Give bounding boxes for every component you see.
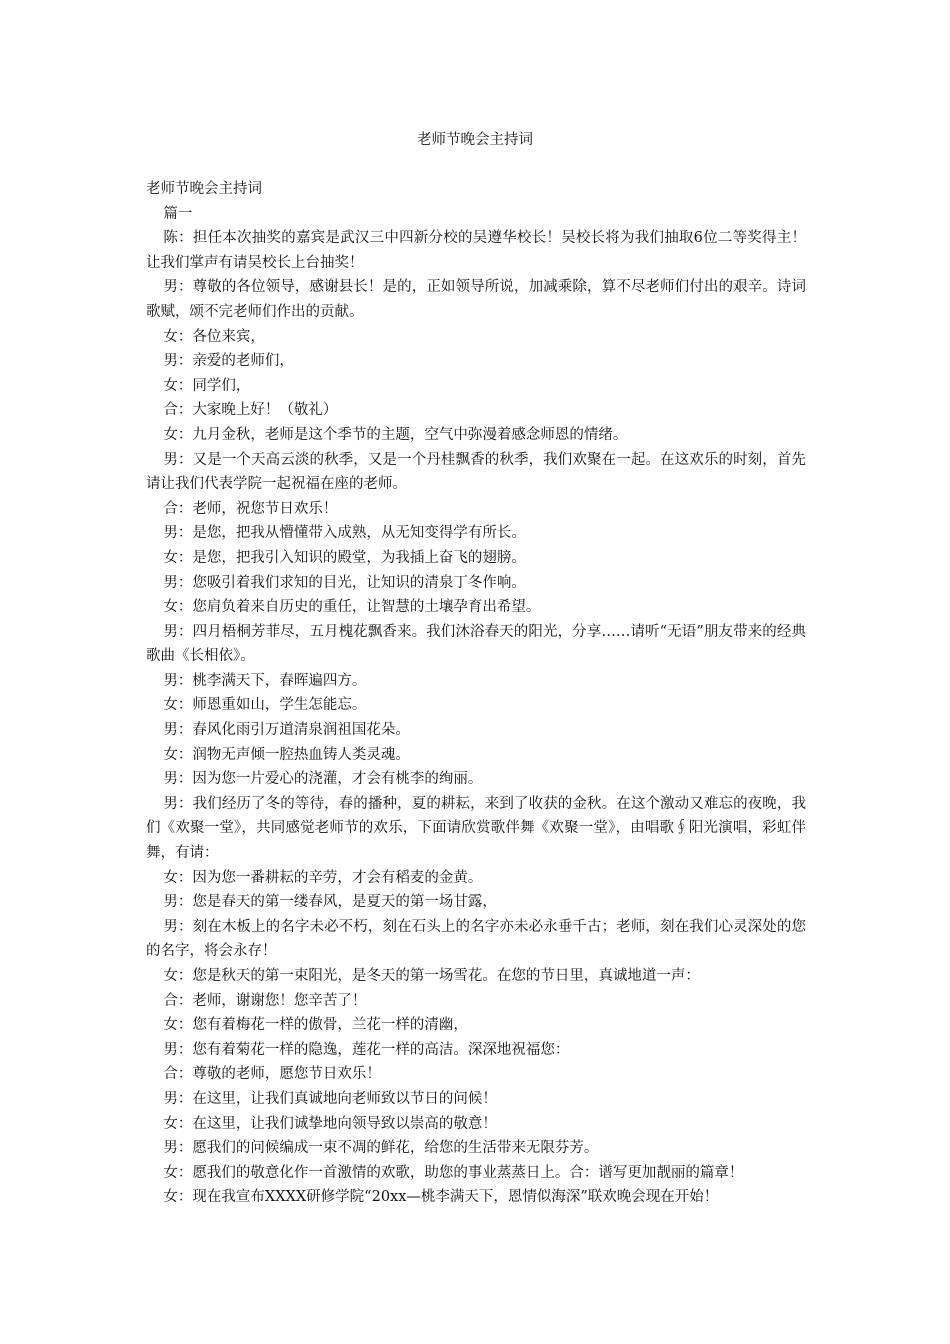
paragraph: 男：您吸引着我们求知的目光，让知识的清泉丁冬作响。 — [163, 574, 526, 591]
paragraph: 女：同学们， — [163, 377, 251, 394]
paragraph: 陈：担任本次抽奖的嘉宾是武汉三中四新分校的吴遵华校长！吴校长将为我们抽取6位二等奖得主！让我们掌声有请吴校长上台抽奖！ — [146, 230, 806, 271]
paragraph: 女：愿我们的敬意化作一首激情的欢歌，助您的事业蒸蒸日上。合：谱写更加靓丽的篇章！ — [163, 1164, 744, 1181]
paragraph: 合：大家晚上好！（敬礼） — [163, 402, 338, 419]
paragraph: 男：您有着菊花一样的隐逸，莲花一样的高洁。深深地祝福您： — [163, 1041, 570, 1058]
paragraph: 女：润物无声倾一腔热血铸人类灵魂。 — [163, 746, 410, 763]
document-body — [146, 177, 806, 1210]
paragraph: 合：老师，谢谢您！您辛苦了！ — [163, 992, 367, 1009]
paragraph: 男：是您，把我从懵懂带入成熟，从无知变得学有所长。 — [163, 525, 526, 542]
document-title: 老师节晚会主持词 — [417, 132, 533, 148]
paragraph: 男：尊敬的各位领导，感谢县长！是的，正如领导所说，加减乘除，算不尽老师们付出的艰辛。诗词歌赋，颂不完老师们作出的贡献。 — [146, 279, 806, 320]
paragraph: 男：我们经历了冬的等待，春的播种，夏的耕耘，来到了收获的金秋。在这个激动又难忘的夜晚，我们《欢聚一堂》，共同感觉老师节的欢乐，下面请欣赏歌伴舞《欢聚一堂》，由唱歌∮阳光演唱，彩虹伴舞，有请： — [146, 795, 806, 862]
paragraph: 男：又是一个天高云淡的秋季，又是一个丹桂飘香的秋季，我们欢聚在一起。在这欢乐的时刻，首先请让我们代表学院一起祝福在座的老师。 — [146, 451, 806, 493]
paragraph: 男：愿我们的问候编成一束不凋的鲜花，给您的生活带来无限芬芳。 — [163, 1140, 599, 1157]
paragraph: 女：是您，把我引入知识的殿堂，为我插上奋飞的翅膀。 — [163, 549, 526, 566]
document-subtitle: 老师节晚会主持词 — [146, 181, 262, 197]
paragraph: 合：尊敬的老师，愿您节日欢乐！ — [163, 1066, 381, 1083]
paragraph: 合：老师，祝您节日欢乐！ — [163, 500, 338, 517]
paragraph: 女：在这里，让我们诚挚地向领导致以崇高的敬意！ — [163, 1115, 497, 1132]
paragraph: 男：在这里，让我们真诚地向老师致以节日的问候！ — [163, 1090, 497, 1107]
paragraph: 篇一 — [163, 205, 193, 222]
paragraph: 女：因为您一番耕耘的辛劳，才会有稻麦的金黄。 — [163, 869, 483, 886]
paragraph: 女：各位来宾， — [163, 328, 265, 345]
paragraph: 女：您有着梅花一样的傲骨，兰花一样的清幽， — [163, 1017, 468, 1034]
paragraph: 男：亲爱的老师们， — [163, 353, 294, 370]
paragraph: 女：师恩重如山，学生怎能忘。 — [163, 697, 367, 714]
paragraph: 女：现在我宣布XXXX研修学院“20xx—桃李满天下，恩情似海深”联欢晚会现在开始！ — [163, 1189, 719, 1206]
paragraph: 男：四月梧桐芳菲尽，五月槐花飘香来。我们沐浴春天的阳光，分享……请听“无语”朋友带来的经典歌曲《长相依》。 — [146, 623, 806, 665]
paragraph: 女：您肩负着来自历史的重任，让智慧的土壤孕育出希望。 — [163, 599, 541, 616]
paragraph: 女：您是秋天的第一束阳光，是冬天的第一场雪花。在您的节日里，真诚地道一声： — [163, 968, 700, 984]
paragraph: 男：您是春天的第一缕春风，是夏天的第一场甘露， — [163, 894, 497, 911]
paragraph: 男：因为您一片爱心的浇灌，才会有桃李的绚丽。 — [163, 771, 483, 788]
paragraph: 男：桃李满天下，春晖遍四方。 — [163, 672, 367, 689]
paragraph: 男：春风化雨引万道清泉润祖国花朵。 — [163, 722, 410, 739]
paragraph: 女：九月金秋，老师是这个季节的主题，空气中弥漫着感念师恩的情绪。 — [163, 426, 628, 443]
paragraph: 男：刻在木板上的名字未必不朽，刻在石头上的名字亦未必永垂千古；老师，刻在我们心灵深处的您的名字，将会永存！ — [146, 918, 806, 960]
